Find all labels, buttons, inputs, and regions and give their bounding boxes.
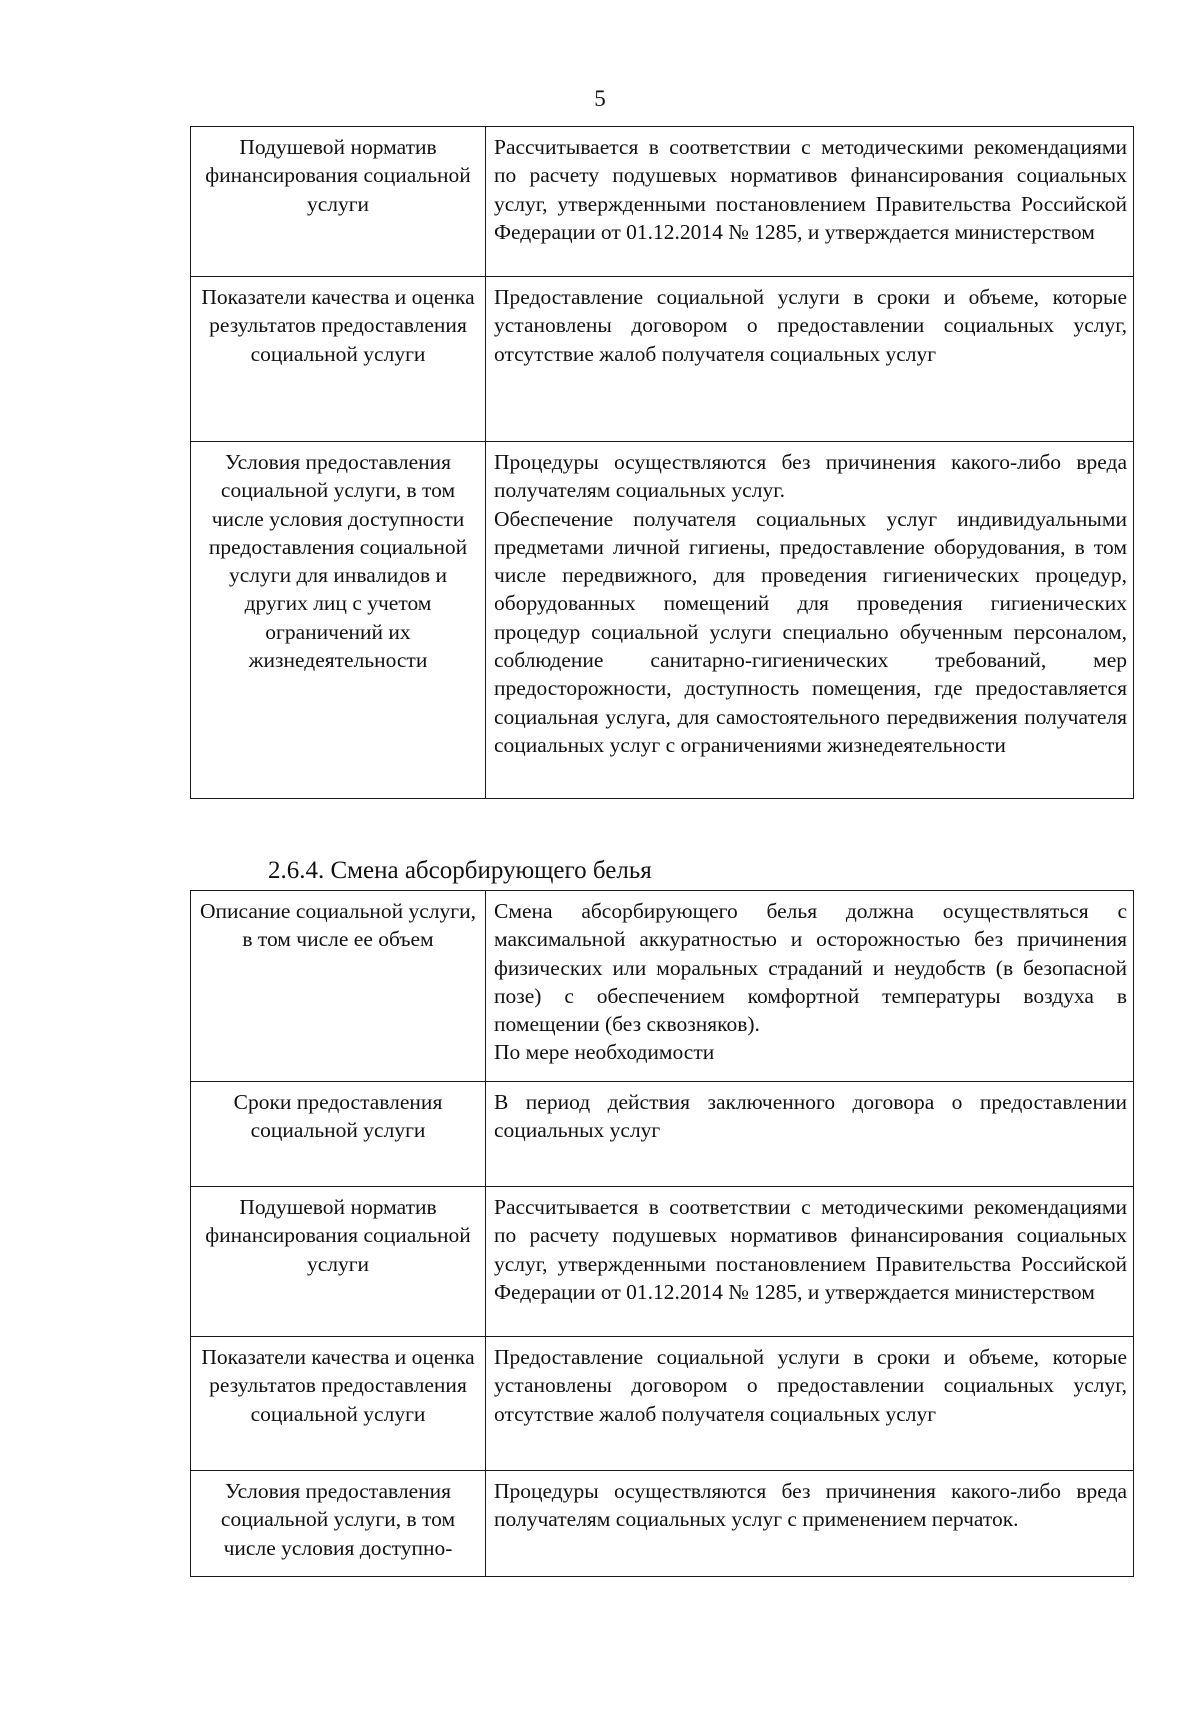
- row-label: Описание социальной услуги, в том числе ее объем: [191, 891, 486, 1082]
- table-row: [191, 277, 1134, 442]
- table-row: [191, 127, 1134, 277]
- row-value: [486, 1187, 1134, 1337]
- row-label: Показатели качества и оценка результатов предоставления социальной услуги: [191, 1337, 486, 1471]
- service-table-continued: [190, 126, 1134, 799]
- row-value: [486, 1471, 1134, 1577]
- row-paragraph: Предоставление социальной услуги в сроки и объеме, которые установлены договором о предоставлении социальных услуг, отсутствие жалоб получателя социальных услуг: [494, 1345, 1127, 1426]
- table-row: [191, 891, 1134, 1082]
- row-paragraph: Рассчитывается в соответствии с методическими рекомендациями по расчету подушевых нормативов финансирования социальных услуг, утвержденными постановлением Правительства Российской Федерации от 01.12.2014 № 1285, и утверждается министерством: [494, 135, 1127, 244]
- row-value: [486, 1337, 1134, 1471]
- row-value: [486, 442, 1134, 799]
- table-row: [191, 1471, 1134, 1577]
- row-label: Условия предоставления социальной услуги, в том числе условия доступно-: [191, 1471, 486, 1577]
- row-paragraph: По мере необходимости: [494, 1040, 715, 1065]
- row-paragraph: Предоставление социальной услуги в сроки и объеме, которые установлены договором о предоставлении социальных услуг, отсутствие жалоб получателя социальных услуг: [494, 285, 1127, 366]
- row-paragraph: Обеспечение получателя социальных услуг индивидуальными предметами личной гигиены, предоставление оборудования, в том числе передвижного, для проведения гигиенических процедур, оборудованных помещений для проведения гигиенических процедур социальной услуги специально обученным персоналом, соблюдение санитарно-гигиенических требований, мер предосторожности, доступность помещения, где предоставляется социальная услуга, для самостоятельного передвижения получателя социальных услуг с ограничениями жизнедеятельности: [494, 506, 1127, 757]
- row-value: [486, 1082, 1134, 1187]
- row-label: Подушевой норматив финансирования социальной услуги: [191, 1187, 486, 1337]
- table-row: [191, 1082, 1134, 1187]
- row-value: [486, 891, 1134, 1082]
- row-paragraph: Процедуры осуществляются без причинения какого-либо вреда получателям социальных услуг с применением перчаток.: [494, 1479, 1127, 1532]
- service-table: [190, 890, 1134, 1577]
- row-paragraph: Смена абсорбирующего белья должна осуществляться с максимальной аккуратностью и осторожностью без причинения физических или моральных страданий и неудобств (в безопасной позе) с обеспечением комфортной температуры воздуха в помещении (без сквозняков).: [494, 899, 1127, 1037]
- row-paragraph: Процедуры осуществляются без причинения какого-либо вреда получателям социальных услуг.: [494, 450, 1127, 503]
- page-number: 5: [594, 86, 606, 111]
- section-heading: 2.6.4. Смена абсорбирующего белья: [268, 857, 652, 884]
- row-value: [486, 277, 1134, 442]
- row-label: Условия предоставления социальной услуги, в том числе условия доступности предоставления социальной услуги для инвалидов и других лиц с учетом ограничений их жизнедеятельности: [191, 442, 486, 799]
- row-paragraph: В период действия заключенного договора о предоставлении социальных услуг: [494, 1090, 1127, 1143]
- row-label: Сроки предоставления социальной услуги: [191, 1082, 486, 1187]
- row-label: Показатели качества и оценка результатов предоставления социальной услуги: [191, 277, 486, 442]
- row-value: [486, 127, 1134, 277]
- table-row: [191, 1337, 1134, 1471]
- table-row: [191, 1187, 1134, 1337]
- row-paragraph: Рассчитывается в соответствии с методическими рекомендациями по расчету подушевых нормативов финансирования социальных услуг, утвержденными постановлением Правительства Российской Федерации от 01.12.2014 № 1285, и утверждается министерством: [494, 1195, 1127, 1304]
- row-label: Подушевой норматив финансирования социальной услуги: [191, 127, 486, 277]
- table-row: [191, 442, 1134, 799]
